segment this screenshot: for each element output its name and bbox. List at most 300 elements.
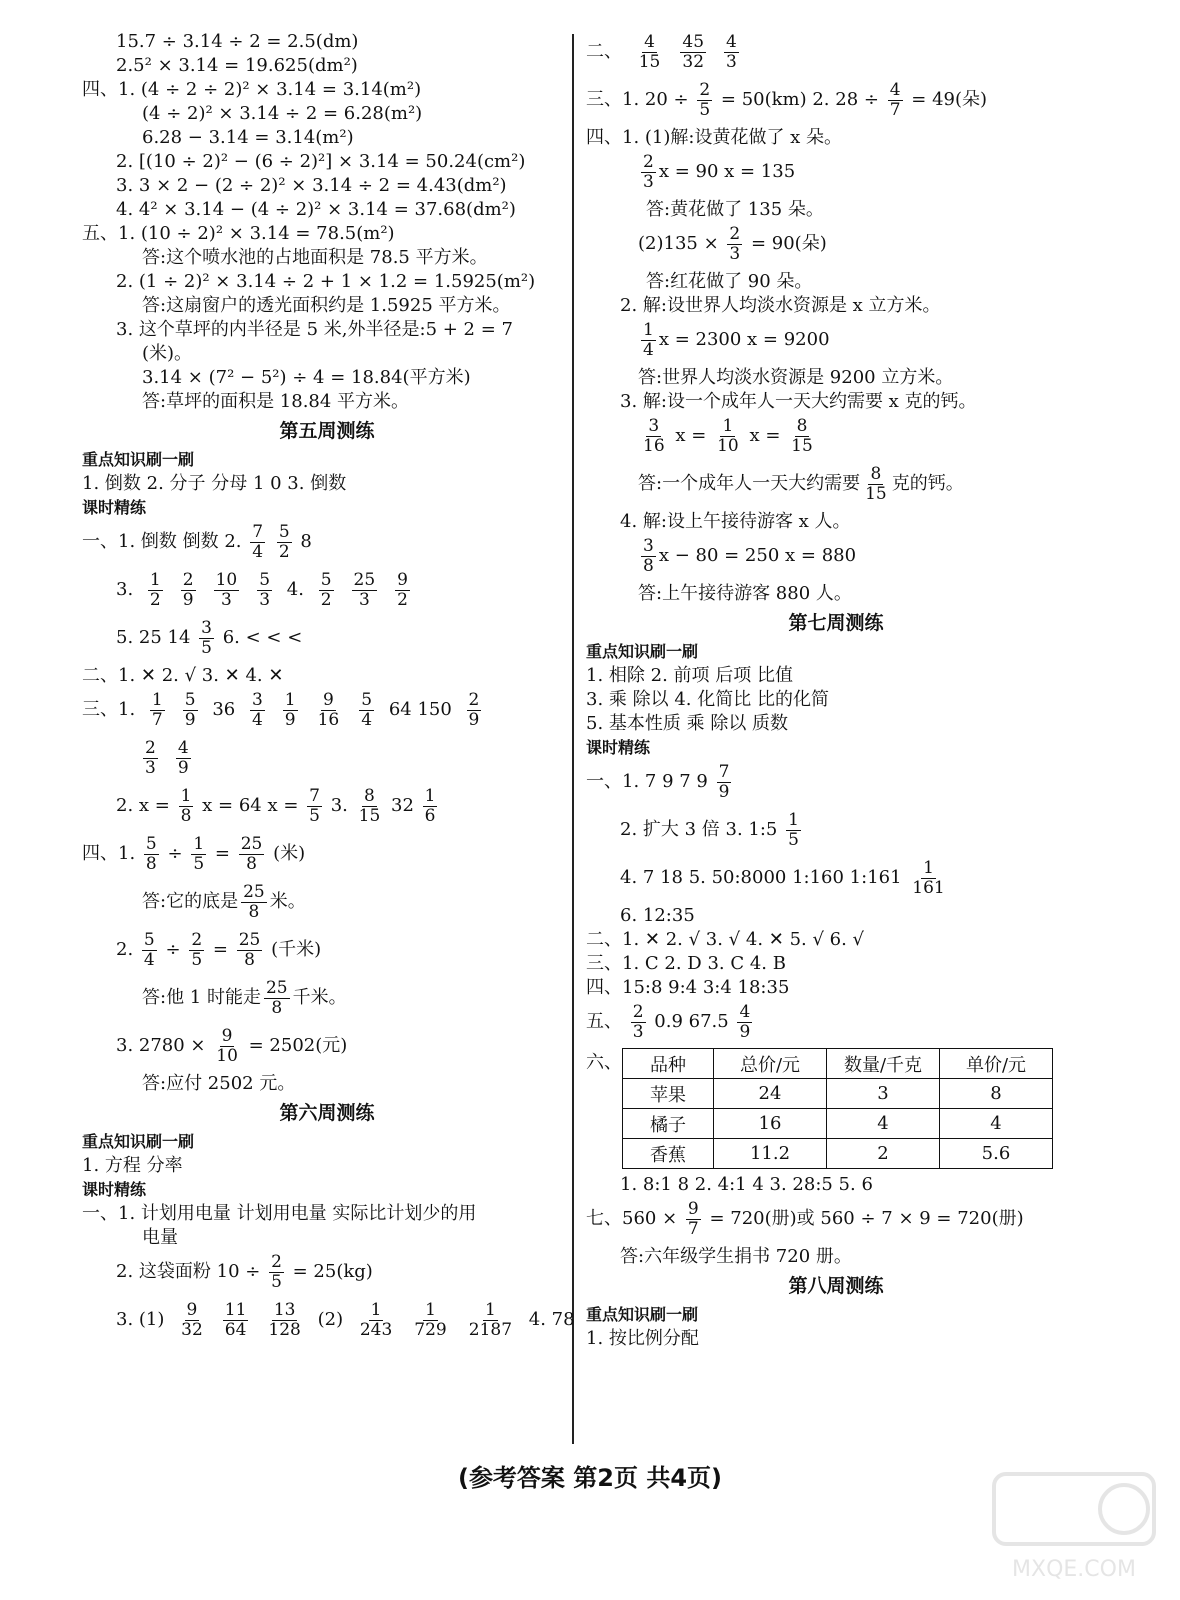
- text: 克的钙。: [891, 473, 964, 494]
- numerator: 1: [722, 415, 734, 436]
- text: 5. 25 14: [116, 627, 191, 648]
- text: 32: [391, 795, 414, 816]
- numerator: 8: [796, 415, 808, 436]
- text-line: 4. 4² × 3.14 − (4 ÷ 2)² × 3.14 = 37.68(dm²): [116, 199, 516, 220]
- fraction: [717, 763, 732, 802]
- subheading: 重点知识刷一刷: [82, 1132, 195, 1151]
- numerator: 1: [193, 833, 205, 854]
- numerator: 25: [243, 881, 265, 902]
- math-line: [586, 414, 1086, 462]
- fraction: [148, 571, 163, 610]
- numerator: 1: [284, 689, 296, 710]
- fraction: [189, 931, 204, 970]
- math-line: [82, 568, 572, 616]
- denominator: 15: [865, 483, 887, 504]
- numerator: 2: [699, 79, 711, 100]
- numerator: 1: [370, 1299, 382, 1320]
- fraction-group: [458, 689, 491, 730]
- numerator: 11: [224, 1299, 247, 1320]
- subheading: 重点知识刷一刷: [82, 450, 195, 469]
- fraction: [237, 931, 263, 970]
- text: = 2502(元): [248, 1035, 348, 1056]
- fraction: [395, 571, 410, 610]
- denominator: 6: [424, 805, 436, 826]
- fraction-group: [241, 689, 383, 730]
- fraction: [641, 417, 667, 456]
- math-line: [586, 1000, 1086, 1048]
- answer-line: 答:六年级学生捐书 720 册。: [620, 1246, 852, 1267]
- fraction: [737, 1003, 752, 1042]
- denominator: 8: [246, 853, 257, 874]
- denominator: 2: [397, 589, 408, 610]
- text-line: 五、1. (10 ÷ 2)² × 3.14 = 78.5(m²): [82, 223, 395, 244]
- denominator: 5: [191, 949, 203, 970]
- text: 2. 这袋面粉 10 ÷: [116, 1261, 261, 1282]
- table-row: [623, 1109, 1053, 1139]
- denominator: 9: [182, 589, 194, 610]
- text: 四、1.: [82, 843, 136, 864]
- denominator: 4: [643, 339, 654, 360]
- denominator: 4: [143, 949, 155, 970]
- fraction: [888, 81, 903, 120]
- fraction: [214, 571, 240, 610]
- section-title-week7: 第七周测练: [788, 612, 884, 634]
- fraction: [191, 835, 206, 874]
- math-line: [82, 1298, 575, 1346]
- fraction: [223, 1301, 249, 1340]
- fraction: [199, 619, 214, 658]
- right-column: [586, 30, 1086, 1351]
- table-cell: 3: [827, 1079, 940, 1109]
- fraction: [724, 33, 739, 72]
- fraction: [307, 787, 322, 826]
- table-cell: 8: [940, 1079, 1053, 1109]
- text-line: 15.7 ÷ 3.14 ÷ 2 = 2.5(dm): [116, 31, 359, 52]
- table-cell: 2: [827, 1139, 940, 1169]
- math-line: [586, 808, 1086, 856]
- math-line: [82, 736, 572, 784]
- text-line: 3. 这个草坪的内半径是 5 米,外半径是:5 + 2 = 7: [116, 319, 513, 340]
- text: 36: [212, 699, 236, 720]
- numerator: 7: [718, 761, 730, 782]
- numerator: 1: [484, 1299, 496, 1320]
- fraction: [250, 691, 265, 730]
- table-cell: 4: [827, 1109, 940, 1139]
- text: 千米。: [292, 987, 347, 1008]
- math-line: [586, 534, 1086, 582]
- denominator: 5: [309, 805, 320, 826]
- fraction-group: [139, 569, 281, 610]
- numerator: 1: [788, 809, 799, 830]
- text-line: 二、1. ✕ 2. √ 3. ✕ 4. ✕: [82, 665, 284, 686]
- text: 4.: [286, 579, 304, 600]
- fraction: [266, 1301, 302, 1340]
- math-line: [586, 318, 1086, 366]
- table-cell: 4: [940, 1109, 1053, 1139]
- numerator: 4: [726, 31, 737, 52]
- denominator: 8: [271, 997, 283, 1018]
- fraction: [283, 691, 298, 730]
- text: =: [214, 843, 230, 864]
- denominator: 4: [252, 541, 264, 562]
- fraction: [142, 931, 157, 970]
- math-line: [586, 78, 1086, 126]
- numerator: 1: [180, 785, 192, 806]
- text: 3.: [116, 579, 134, 600]
- denominator: 8: [643, 555, 654, 576]
- fraction: [727, 225, 742, 264]
- numerator: 2: [632, 1001, 644, 1022]
- denominator: 32: [181, 1319, 203, 1340]
- text: (米): [273, 843, 306, 864]
- answer-line: [82, 880, 572, 928]
- numerator: 5: [145, 833, 157, 854]
- text-line: 4. 解:设上午接待游客 x 人。: [620, 511, 851, 532]
- math-line: [82, 928, 572, 976]
- text: 6. < < <: [222, 627, 303, 648]
- fraction: [239, 835, 265, 874]
- denominator: 9: [739, 1021, 751, 1042]
- denominator: 10: [717, 435, 739, 456]
- denominator: 3: [220, 589, 232, 610]
- fraction: [686, 1200, 701, 1239]
- watermark-text: MXQE.COM: [1012, 1557, 1136, 1582]
- numerator: 5: [259, 569, 271, 590]
- numerator: 5: [143, 929, 155, 950]
- text: 七、560 ×: [586, 1208, 678, 1229]
- fraction: [269, 1253, 284, 1292]
- text: = 50(km) 2. 28 ÷: [720, 89, 879, 110]
- denominator: 8: [145, 853, 157, 874]
- denominator: 4: [251, 709, 263, 730]
- text-line: 四、15:8 9:4 3:4 18:35: [586, 977, 790, 998]
- section-title-week6: 第六周测练: [279, 1102, 375, 1124]
- fraction: [467, 1301, 514, 1340]
- text: (千米): [271, 939, 322, 960]
- fraction: [214, 1027, 240, 1066]
- denominator: 15: [358, 805, 381, 826]
- numerator: 7: [252, 521, 264, 542]
- subheading: 课时精练: [82, 498, 147, 517]
- section-title-week8: 第八周测练: [788, 1275, 884, 1297]
- numerator: 5: [278, 521, 290, 542]
- denominator: 2: [278, 541, 290, 562]
- denominator: 9: [184, 709, 196, 730]
- text-line: 1. 8:1 8 2. 4:1 4 3. 28:5 5. 6: [620, 1174, 873, 1195]
- numerator: 10: [215, 569, 238, 590]
- fraction-group: [349, 1299, 523, 1340]
- fraction-group: [628, 31, 748, 72]
- denominator: 2187: [468, 1319, 513, 1340]
- fraction: [637, 33, 663, 72]
- fraction: [357, 787, 383, 826]
- math-line: [586, 760, 1086, 808]
- fraction: [250, 523, 265, 562]
- text-line: 四、1. (1)解:设黄花做了 x 朵。: [586, 127, 843, 148]
- fraction: [150, 691, 165, 730]
- text-line: (米)。: [142, 343, 193, 364]
- denominator: 15: [638, 51, 661, 72]
- fraction: [910, 859, 946, 898]
- answer-line: 答:世界人均淡水资源是 9200 立方米。: [638, 367, 954, 388]
- numerator: 1: [923, 857, 934, 878]
- text-line: 3.14 × (7² − 5²) ÷ 4 = 18.84(平方米): [142, 367, 471, 388]
- text: x − 80 = 250 x = 880: [658, 545, 857, 566]
- subheading: 重点知识刷一刷: [586, 642, 699, 661]
- numerator: 4: [177, 737, 189, 758]
- text-line: 二、1. ✕ 2. √ 3. √ 4. ✕ 5. √ 6. √: [586, 929, 865, 950]
- denominator: 64: [224, 1319, 247, 1340]
- text: = 25(kg): [292, 1261, 373, 1282]
- table-cell: 5.6: [940, 1139, 1053, 1169]
- text: 答:他 1 时能走: [142, 987, 261, 1008]
- text: 答:一个成年人一天大约需要: [638, 473, 861, 494]
- text: 8: [300, 531, 312, 552]
- table-row: [623, 1139, 1053, 1169]
- numerator: 3: [201, 617, 212, 638]
- answer-line: 答:这扇窗户的透光面积约是 1.5925 平方米。: [142, 295, 511, 316]
- fraction: [359, 691, 374, 730]
- denominator: 128: [268, 1319, 301, 1340]
- numerator: 1: [425, 1299, 436, 1320]
- text: 2.: [116, 939, 134, 960]
- text-line: 2.5² × 3.14 = 19.625(dm²): [116, 55, 358, 76]
- denominator: 3: [729, 243, 741, 264]
- text: ÷: [167, 843, 183, 864]
- denominator: 5: [271, 1271, 282, 1292]
- denominator: 3: [145, 757, 156, 778]
- table-cell: 24: [714, 1079, 827, 1109]
- denominator: 10: [216, 1045, 238, 1066]
- answer-line: 答:这个喷水池的占地面积是 78.5 平方米。: [142, 247, 488, 268]
- table-cell: 16: [714, 1109, 827, 1139]
- text: 2. 扩大 3 倍 3. 1:5: [620, 819, 778, 840]
- numerator: 5: [361, 689, 373, 710]
- denominator: 8: [180, 805, 192, 826]
- table-header-cell: 数量/千克: [827, 1049, 940, 1079]
- fraction: [412, 1301, 448, 1340]
- text-line: 电量: [142, 1227, 178, 1248]
- text: = 90(朵): [750, 233, 827, 254]
- numerator: 2: [145, 737, 156, 758]
- text: x = 90 x = 135: [658, 161, 796, 182]
- fraction: [641, 153, 656, 192]
- text: x = 64 x =: [202, 795, 299, 816]
- numerator: 9: [687, 1198, 699, 1219]
- table-cell: 橘子: [623, 1109, 714, 1139]
- numerator: 25: [353, 569, 376, 590]
- numerator: 45: [682, 31, 705, 52]
- denominator: 729: [414, 1319, 447, 1340]
- text: 三、1.: [82, 699, 136, 720]
- text: 三、1. 20 ÷: [586, 89, 689, 110]
- math-line: [82, 832, 572, 880]
- text-line: 6. 12:35: [620, 905, 695, 926]
- denominator: 2: [149, 589, 161, 610]
- numerator: 3: [643, 535, 654, 556]
- numerator: 8: [364, 785, 375, 806]
- math-line: [586, 150, 1086, 198]
- denominator: 8: [248, 901, 260, 922]
- denominator: 5: [699, 99, 711, 120]
- text: =: [212, 939, 228, 960]
- text-line: 6.28 − 3.14 = 3.14(m²): [142, 127, 354, 148]
- text: ÷: [165, 939, 181, 960]
- fraction: [789, 417, 815, 456]
- text: 3.: [330, 795, 348, 816]
- fraction: [697, 81, 712, 120]
- page-footer: (参考答案 第2页 共4页): [457, 1464, 723, 1492]
- fraction: [319, 571, 334, 610]
- watermark-logo: [984, 1466, 1164, 1586]
- text: 4. 78: [528, 1309, 575, 1330]
- math-line: [82, 1024, 572, 1072]
- text: x =: [675, 425, 707, 446]
- answer-line: 答:红花做了 90 朵。: [646, 271, 813, 292]
- numerator: 2: [643, 151, 654, 172]
- fraction: [181, 571, 196, 610]
- text: 五、: [586, 1011, 622, 1032]
- text: 一、1. 倒数 倒数 2.: [82, 531, 242, 552]
- table-header-cell: 品种: [623, 1049, 714, 1079]
- text-line: 1. 相除 2. 前项 后项 比值: [586, 665, 793, 686]
- text-line: 3. 乘 除以 4. 化简比 比的化简: [586, 689, 829, 710]
- math-line: [82, 520, 572, 568]
- fraction: [176, 739, 191, 778]
- math-line: [82, 616, 572, 664]
- math-line: [82, 688, 572, 736]
- fraction-group: [310, 569, 419, 610]
- math-line: [586, 222, 1086, 270]
- text: 64 150: [388, 699, 452, 720]
- fraction: [183, 691, 198, 730]
- numerator: 3: [251, 689, 263, 710]
- denominator: 3: [643, 171, 654, 192]
- denominator: 16: [317, 709, 340, 730]
- denominator: 9: [468, 709, 480, 730]
- numerator: 25: [238, 929, 261, 950]
- denominator: 9: [284, 709, 296, 730]
- text-line: 2. 解:设世界人均淡水资源是 x 立方米。: [620, 295, 941, 316]
- denominator: 3: [259, 589, 271, 610]
- table-cell: 香蕉: [623, 1139, 714, 1169]
- math-line: [82, 1250, 572, 1298]
- denominator: 5: [201, 637, 212, 658]
- text: 二、: [586, 41, 622, 62]
- denominator: 4: [361, 709, 373, 730]
- numerator: 25: [240, 833, 263, 854]
- left-column: [82, 30, 575, 1346]
- text: 米。: [269, 891, 306, 912]
- math-line: [586, 856, 1086, 904]
- fraction: [241, 883, 267, 922]
- text: x = 2300 x = 9200: [658, 329, 830, 350]
- denominator: 3: [632, 1021, 644, 1042]
- fraction: [358, 1301, 394, 1340]
- denominator: 16: [643, 435, 665, 456]
- denominator: 161: [912, 877, 945, 898]
- numerator: 1: [151, 689, 163, 710]
- answer-line: [82, 976, 572, 1024]
- numerator: 8: [870, 463, 882, 484]
- text: x =: [749, 425, 781, 446]
- text-line: 一、1. 计划用电量 计划用电量 实际比计划少的用: [82, 1203, 477, 1224]
- numerator: 2: [191, 929, 203, 950]
- text: = 49(朵): [911, 89, 988, 110]
- denominator: 3: [358, 589, 370, 610]
- denominator: 8: [244, 949, 255, 970]
- fraction-group: [170, 1299, 312, 1340]
- text-line: 1. 倒数 2. 分子 分母 1 0 3. 倒数: [82, 473, 347, 494]
- numerator: 5: [320, 569, 332, 590]
- numerator: 5: [184, 689, 196, 710]
- fraction-group: [134, 737, 200, 778]
- denominator: 15: [791, 435, 813, 456]
- answer-line: 答:黄花做了 135 朵。: [646, 199, 824, 220]
- text: 3. (1): [116, 1309, 165, 1330]
- fraction: [257, 571, 272, 610]
- numerator: 4: [889, 79, 901, 100]
- fraction: [352, 571, 378, 610]
- denominator: 3: [726, 51, 737, 72]
- denominator: 243: [359, 1319, 393, 1340]
- answer-line: 答:应付 2502 元。: [142, 1073, 296, 1094]
- text: 3. 2780 ×: [116, 1035, 206, 1056]
- text-line: 3. 解:设一个成年人一天大约需要 x 克的钙。: [620, 391, 977, 412]
- fraction: [179, 787, 194, 826]
- fraction: [316, 691, 342, 730]
- price-table: [622, 1048, 1053, 1169]
- table-row-wrapper: [586, 1048, 1086, 1169]
- table-cell: 苹果: [623, 1079, 714, 1109]
- text: 答:它的底是: [142, 891, 239, 912]
- denominator: 9: [177, 757, 189, 778]
- denominator: 32: [682, 51, 705, 72]
- numerator: 2: [468, 689, 480, 710]
- table-header-cell: 单价/元: [940, 1049, 1053, 1079]
- fraction: [863, 465, 889, 504]
- text-line: 三、1. C 2. D 3. C 4. B: [586, 953, 786, 974]
- text-line: 四、1. (4 ÷ 2 ÷ 2)² × 3.14 = 3.14(m²): [82, 79, 422, 100]
- fraction: [179, 1301, 205, 1340]
- text-line: (4 ÷ 2)² × 3.14 ÷ 2 = 6.28(m²): [142, 103, 423, 124]
- text-line: 2. (1 ÷ 2)² × 3.14 ÷ 2 + 1 × 1.2 = 1.5925(m²): [116, 271, 536, 292]
- table-cell: 11.2: [714, 1139, 827, 1169]
- fraction: [277, 523, 292, 562]
- math-line: [586, 1197, 1086, 1245]
- numerator: 4: [644, 31, 655, 52]
- numerator: 9: [323, 689, 334, 710]
- subheading: 重点知识刷一刷: [586, 1305, 699, 1324]
- fraction: [641, 321, 656, 360]
- fraction: [423, 787, 438, 826]
- fraction: [715, 417, 741, 456]
- answer-line: 答:草坪的面积是 18.84 平方米。: [142, 391, 410, 412]
- numerator: 4: [739, 1001, 751, 1022]
- numerator: 13: [273, 1299, 296, 1320]
- fraction: [144, 835, 159, 874]
- text: = 720(册)或 560 ÷ 7 × 9 = 720(册): [709, 1208, 1024, 1229]
- math-line: [82, 784, 572, 832]
- denominator: 5: [788, 829, 799, 850]
- numerator: 2: [182, 569, 194, 590]
- subheading: 课时精练: [586, 738, 651, 757]
- text: 4. 7 18 5. 50:8000 1:160 1:161: [620, 867, 902, 888]
- denominator: 7: [889, 99, 901, 120]
- fraction: [264, 979, 290, 1018]
- numerator: 9: [221, 1025, 233, 1046]
- text: 0.9 67.5: [654, 1011, 729, 1032]
